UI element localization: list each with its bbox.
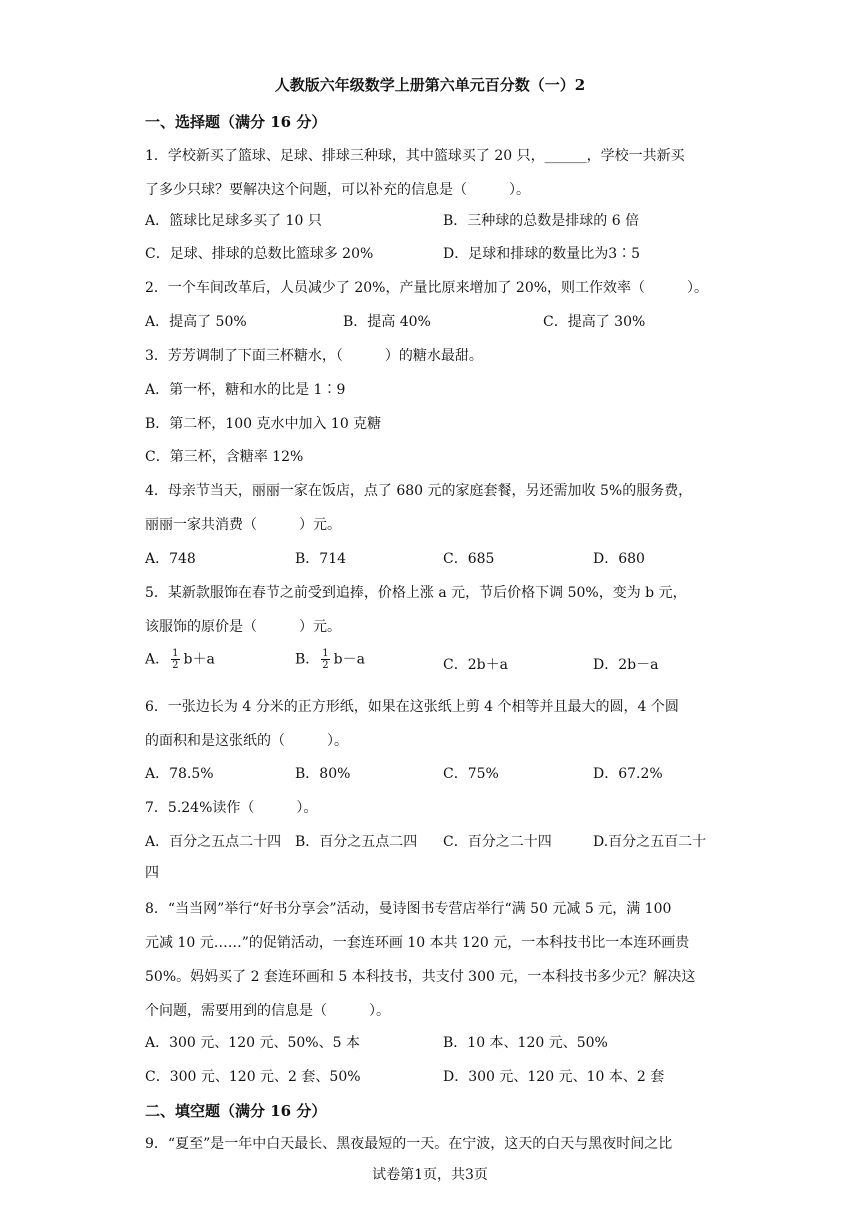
question-6-option-d: D．67.2% [593, 766, 663, 782]
question-7-option-a: A．百分之五点二十四 [145, 834, 282, 850]
question-5-option-b-prefix: B． [295, 651, 320, 668]
question-2-option-a: A．提高了 50% [145, 314, 247, 330]
question-4-option-d: D．680 [593, 551, 645, 567]
question-8-option-c: C．300 元、120 元、2 套、50% [145, 1069, 361, 1085]
question-3-option-b: B．第二杯，100 克水中加入 10 克糖 [145, 416, 382, 432]
question-5-option-b [295, 648, 365, 671]
question-1-option-b: B．三种球的总数是排球的 6 倍 [443, 213, 640, 229]
question-3-line-1: 3．芳芳调制了下面三杯糖水，（ ）的糖水最甜。 [145, 348, 483, 364]
fraction-one-half [321, 648, 329, 671]
question-5-option-a [145, 648, 215, 671]
fraction-denominator: 2 [322, 660, 329, 671]
section-heading-choice: 一、选择题（满分 16 分） [145, 113, 327, 131]
question-5-option-d: D．2b－a [593, 657, 659, 673]
question-8-line-2: 元减 10 元……”的促销活动，一套连环画 10 本共 120 元，一本科技书比一本连环画贵 [145, 935, 690, 951]
fraction-numerator: 1 [322, 648, 329, 659]
question-5-line-1: 5．某新款服饰在春节之前受到追捧，价格上涨 a 元，节后价格下调 50%，变为 b 元， [145, 585, 687, 601]
page-title: 人教版六年级数学上册第六单元百分数（一）2 [274, 76, 586, 94]
question-5-option-c: C．2b＋a [443, 657, 508, 673]
fraction-denominator: 2 [172, 660, 179, 671]
question-6-option-b: B．80% [295, 766, 351, 782]
question-2-option-b: B．提高 40% [343, 314, 431, 330]
question-4-line-1: 4．母亲节当天，丽丽一家在饭店，点了 680 元的家庭套餐，另还需加收 5%的服务费， [145, 483, 693, 499]
question-1-option-d: D．足球和排球的数量比为3∶5 [443, 246, 641, 262]
question-2-option-c: C．提高了 30% [543, 314, 646, 330]
question-1-line-1: 1．学校新买了篮球、足球、排球三种球，其中篮球买了 20 只，______，学校一共新买 [145, 148, 685, 164]
question-4-option-a: A．748 [145, 551, 196, 567]
question-3-option-a: A．第一杯，糖和水的比是 1∶9 [145, 382, 346, 398]
question-7-option-b: B．百分之五点二四 [295, 834, 418, 850]
question-7-option-c: C．百分之二十四 [443, 834, 552, 850]
question-6-line-1: 6．一张边长为 4 分米的正方形纸，如果在这张纸上剪 4 个相等并且最大的圆，4 个圆 [145, 699, 679, 715]
fraction-numerator: 1 [172, 648, 179, 659]
question-6-option-a: A．78.5% [145, 766, 214, 782]
question-4-line-2: 丽丽一家共消费（ ）元。 [145, 517, 341, 533]
section-heading-fill-in: 二、填空题（满分 16 分） [145, 1102, 327, 1120]
question-6-line-2: 的面积和是这张纸的（ ）。 [145, 733, 348, 749]
question-3-option-c: C．第三杯，含糖率 12% [145, 449, 304, 465]
question-8-option-b: B．10 本、120 元、50% [443, 1035, 608, 1051]
question-5-option-b-suffix: b－a [333, 651, 365, 668]
question-5-option-a-prefix: A． [145, 651, 170, 668]
question-7-line-1: 7．5.24%读作（ ）。 [145, 800, 318, 816]
question-8-option-a: A．300 元、120 元、50%、5 本 [145, 1035, 360, 1051]
question-6-option-c: C．75% [443, 766, 499, 782]
question-4-option-b: B．714 [295, 551, 347, 567]
question-8-option-d: D．300 元、120 元、10 本、2 套 [443, 1069, 665, 1085]
question-4-option-c: C．685 [443, 551, 495, 567]
question-9-line-1: 9．“夏至”是一年中白天最长、黑夜最短的一天。在宁波，这天的白天与黑夜时间之比 [145, 1136, 673, 1152]
question-1-option-c: C．足球、排球的总数比篮球多 20% [145, 246, 374, 262]
question-7-option-d: D.百分之五百二十 [593, 834, 707, 850]
question-2-line-1: 2．一个车间改革后，人员减少了 20%，产量比原来增加了 20%，则工作效率（ ）。 [145, 280, 709, 296]
question-7-option-d-continued: 四 [145, 865, 159, 881]
question-1-option-a: A．篮球比足球多买了 10 只 [145, 213, 322, 229]
question-5-line-2: 该服饰的原价是（ ）元。 [145, 619, 341, 635]
page-footer: 试卷第1页，共3页 [372, 1167, 488, 1183]
question-1-line-2: 了多少只球？要解决这个问题，可以补充的信息是（ ）。 [145, 182, 530, 198]
question-8-line-3: 50%。妈妈买了 2 套连环画和 5 本科技书，共支付 300 元，一本科技书多少元？解决这 [145, 969, 696, 985]
question-8-line-4: 个问题，需要用到的信息是（ ）。 [145, 1003, 390, 1019]
question-8-line-1: 8．“当当网”举行“好书分享会”活动，曼诗图书专营店举行“满 50 元减 5 元，满 100 [145, 901, 672, 917]
fraction-one-half [171, 648, 179, 671]
question-5-option-a-suffix: b＋a [183, 651, 215, 668]
